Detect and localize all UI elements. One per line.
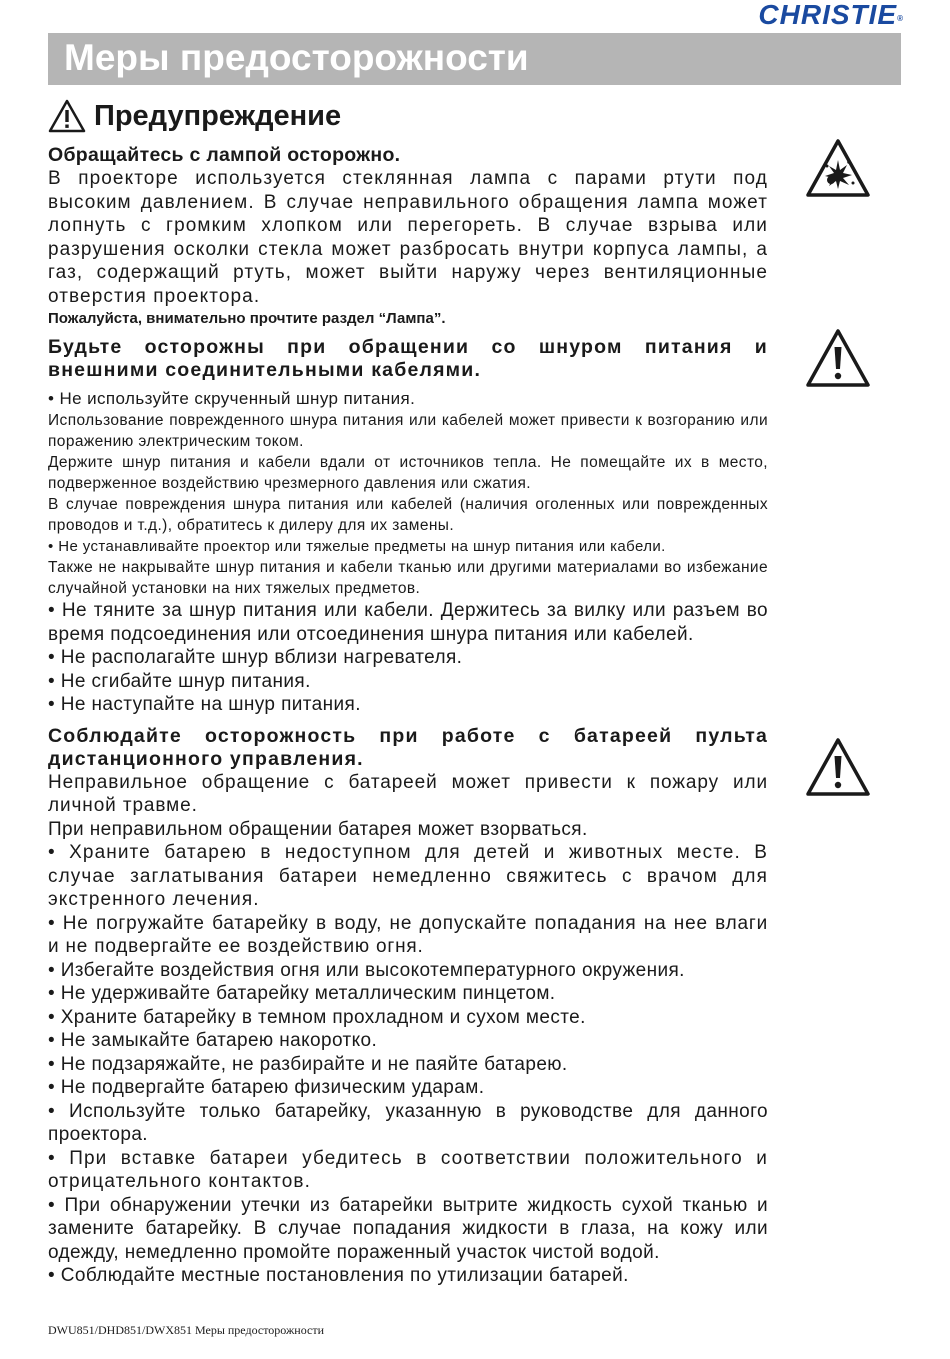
list-item: • Не подвергайте батарею физическим ударам.: [48, 1077, 485, 1098]
lamp-section: [48, 144, 768, 330]
list-item: • При обнаружении утечки из батарейки вытрите жидкость сухой тканью и замените батарейку. В случае попадания жидкости в глаза, на кожу или одежду, немедленно промойте пораженный участок чистой водой.: [48, 1194, 768, 1263]
content: [48, 144, 768, 1288]
list-item: Неправильное обращение с батареей может привести к пожару или личной травме.: [48, 771, 768, 816]
list-item: При неправильном обращении батарея может взорваться.: [48, 818, 588, 840]
list-item: • Не замыкайте батарею накоротко.: [48, 1030, 378, 1051]
list-item: • Не удерживайте батарейку металлическим пинцетом.: [48, 983, 556, 1004]
caution-cable-icon: [805, 328, 871, 388]
warning-triangle-icon: [48, 99, 86, 133]
list-item: Использование поврежденного шнура питания или кабелей может привести к возгоранию или поражению электрическим током.: [48, 412, 768, 450]
list-item: В случае повреждения шнура питания или кабелей (наличия оголенных или поврежденных проводов и т.д.), обратитесь к дилеру для их замены.: [48, 496, 768, 534]
list-item: • Не располагайте шнур вблизи нагревателя.: [48, 647, 463, 668]
explosion-warning-icon: [805, 138, 871, 198]
caution-battery-icon: [805, 737, 871, 797]
list-item: Держите шнур питания и кабели вдали от источников тепла. Не помещайте их в место, подверженное воздействию чрезмерного давления или сжатия.: [48, 454, 768, 492]
list-item: • Не тяните за шнур питания или кабели. Держитесь за вилку или разъем во время подсоединения или отсоединения шнура питания или кабелей.: [48, 600, 768, 645]
list-item: • Не сгибайте шнур питания.: [48, 670, 311, 692]
list-item: • При вставке батареи убедитесь в соответствии положительного и отрицательного контактов.: [48, 1147, 768, 1192]
list-item: • Не используйте скрученный шнур питания.: [48, 389, 416, 408]
cable-section: [48, 336, 768, 717]
warning-header: [48, 98, 341, 134]
cable-section-title: Будьте осторожны при обращении со шнуром питания и внешними соединительными кабелями.: [48, 336, 768, 381]
list-item: Также не накрывайте шнур питания и кабели тканью или другими материалами во избежание случайной установки на них тяжелых предметов.: [48, 559, 768, 597]
lamp-section-note: Пожалуйста, внимательно прочтите раздел “Лампа”.: [48, 310, 446, 327]
registered-mark: ®: [897, 14, 904, 23]
list-item: • Не устанавливайте проектор или тяжелые предметы на шнур питания или кабели.: [48, 538, 666, 555]
lamp-section-title: Обращайтесь с лампой осторожно.: [48, 144, 401, 166]
title-bar: [48, 33, 901, 85]
warning-heading: Предупреждение: [94, 100, 342, 132]
battery-section: [48, 725, 768, 1288]
list-item: • Используйте только батарейку, указанную в руководстве для данного проектора.: [48, 1100, 768, 1145]
list-item: • Храните батарею в недоступном для детей и животных месте. В случае заглатывания батареи немедленно свяжитесь с врачом для экстренного лечения.: [48, 842, 768, 910]
list-item: • Избегайте воздействия огня или высокотемпературного окружения.: [48, 959, 685, 981]
page-footer: DWU851/DHD851/DWX851 Меры предосторожности: [48, 1323, 324, 1337]
battery-section-title: Соблюдайте осторожность при работе с батареей пульта дистанционного управления.: [48, 724, 768, 770]
list-item: • Храните батарейку в темном прохладном и сухом месте.: [48, 1006, 586, 1028]
brand-name: CHRISTIE: [758, 0, 898, 30]
christie-logo: [758, 0, 904, 30]
list-item: • Соблюдайте местные постановления по утилизации батарей.: [48, 1265, 629, 1286]
list-item: • Не погружайте батарейку в воду, не допускайте попадания на нее влаги и не подвергайте ее воздействию огня.: [48, 912, 768, 957]
list-item: • Не наступайте на шнур питания.: [48, 694, 361, 715]
lamp-section-body: В проекторе используется стеклянная лампа с парами ртути под высоким давлением. В случае неправильного обращения лампа может лопнуть с громким хлопком или перегореть. В случае взрыва или разрушения осколки стекла может разбросать внутри корпуса лампы, а газ, содержащий ртуть, может выйти наружу через вентиляционные отверстия проектора.: [48, 168, 768, 307]
page-title: Меры предосторожности: [64, 37, 529, 78]
list-item: • Не подзаряжайте, не разбирайте и не паяйте батарею.: [48, 1053, 568, 1075]
